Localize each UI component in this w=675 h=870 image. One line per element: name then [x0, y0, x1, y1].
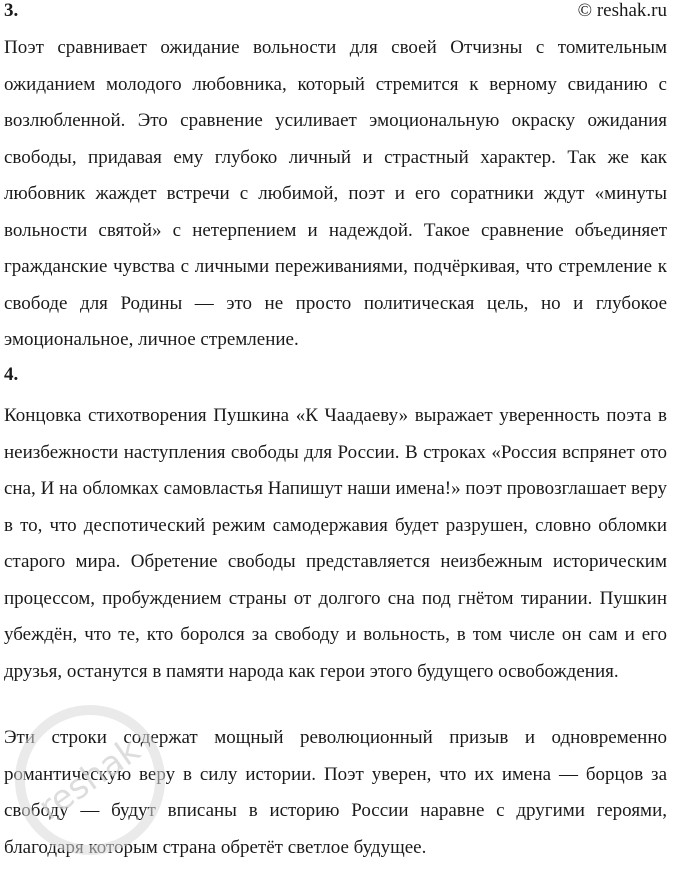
- section-3-number: 3.: [4, 0, 19, 21]
- svg-text:reshak: reshak: [31, 730, 148, 829]
- copyright-label: © reshak.ru: [577, 0, 667, 21]
- section-4-paragraph-2: Эти строки содержат мощный революционный призыв и одновременно романтическую веру в силу истории. Поэт уверен, что их имена — борцов за свободу — будут вписаны в историю России наравне с другими героями, благодаря которым страна обретёт светлое будущее.: [4, 727, 667, 858]
- section-3-paragraph: Поэт сравнивает ожидание вольности для своей Отчизны с томительным ожиданием молодого любовника, который стремится к верному свиданию с возлюбленной. Это сравнение усиливает эмоциональную окраску ожидания свободы, придавая ему глубоко личный и страстный характер. Так же как любовник жаждет встречи с любимой, поэт и его соратники ждут «минуты вольности святой» с нетерпением и надеждой. Такое сравнение объединяет гражданские чувства с личными переживаниями, подчёркивая, что стремление к свободе для Родины — это не просто политическая цель, но и глубокое эмоциональное, личное стремление.: [4, 37, 667, 350]
- section-4-paragraph-1: Концовка стихотворения Пушкина «К Чаадаеву» выражает уверенность поэта в неизбежности наступления свободы для России. В строках «Россия вспрянет ото сна, И на обломках самовластья Напишут наши имена!» поэт провозглашает веру в то, что деспотический режим самодержавия будет разрушен, словно обломки старого мира. Обретение свободы представляется неизбежным историческим процессом, пробуждением страны от долгого сна под гнётом тирании. Пушкин убеждён, что те, кто боролся за свободу и вольность, в том числе он сам и его друзья, останутся в памяти народа как герои этого будущего освобождения.: [4, 405, 667, 682]
- section-4-number: 4.: [4, 364, 19, 385]
- watermark-logo: [0, 690, 180, 870]
